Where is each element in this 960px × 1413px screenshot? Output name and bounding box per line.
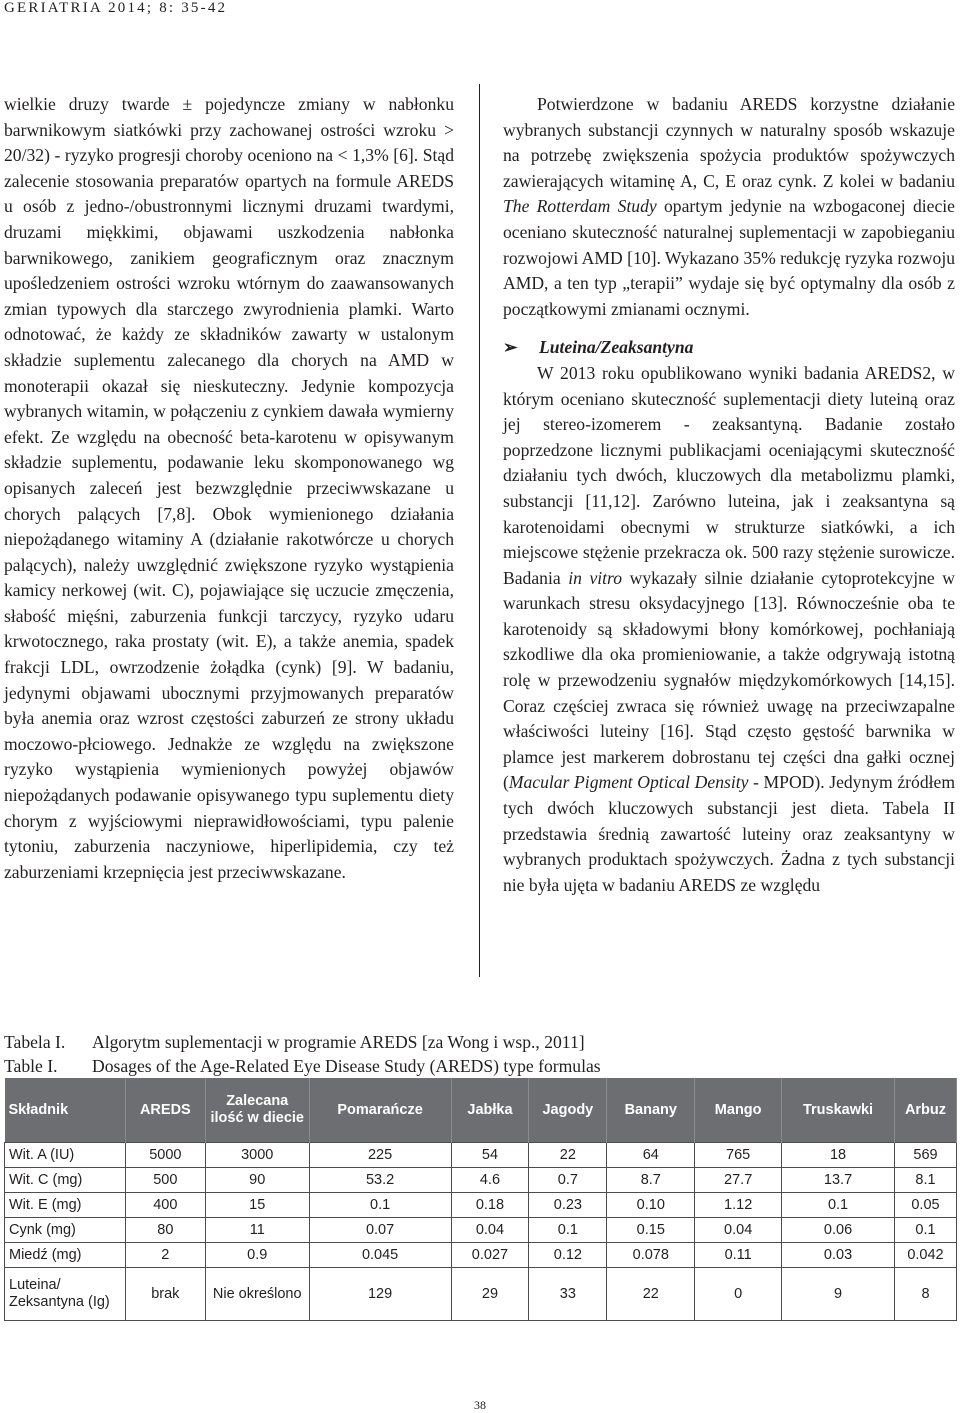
table-cell: 129 <box>309 1268 451 1321</box>
table-cell: 0.7 <box>529 1168 607 1193</box>
table-row <box>5 1268 957 1321</box>
table-cell: 27.7 <box>695 1168 782 1193</box>
table-cell: 0.04 <box>451 1218 529 1243</box>
table-cell: 225 <box>309 1143 451 1168</box>
table-cell: 33 <box>529 1268 607 1321</box>
table-cell: 0.027 <box>451 1243 529 1268</box>
table-cell: 3000 <box>205 1143 309 1168</box>
table-cell: 0.18 <box>451 1193 529 1218</box>
table-cell: 0.23 <box>529 1193 607 1218</box>
table-cell: 0.9 <box>205 1243 309 1268</box>
table-cell: 64 <box>607 1143 695 1168</box>
column-header: Jabłka <box>451 1078 529 1143</box>
table-cell: 0.06 <box>782 1218 895 1243</box>
table-cell: 8.1 <box>894 1168 956 1193</box>
study-name: The Rotterdam Study <box>503 196 657 217</box>
column-header: Jagody <box>529 1078 607 1143</box>
text-run: - MPOD). Jedynym źródłem tych dwóch kluczowych substancji jest dieta. Tabela II przedstawia średnią zawartość luteiny oraz zeaksantyny w wybranych produktach spożywczych. Żadna z tych substancji nie była ujęta w badaniu AREDS ze względu <box>503 772 955 895</box>
table-cell: 0 <box>695 1268 782 1321</box>
table-cell: 400 <box>125 1193 205 1218</box>
table-cell: 0.04 <box>695 1218 782 1243</box>
section-heading <box>503 335 955 361</box>
table-cell: 11 <box>205 1218 309 1243</box>
table-row <box>5 1218 957 1243</box>
table-cell: 500 <box>125 1168 205 1193</box>
table-cell: 80 <box>125 1218 205 1243</box>
table-cell: 4.6 <box>451 1168 529 1193</box>
table-cell: 0.042 <box>894 1243 956 1268</box>
caption-text: Algorytm suplementacji w programie AREDS [za Wong i wsp., 2011] <box>92 1032 585 1052</box>
column-header: Pomarańcze <box>309 1078 451 1143</box>
table-cell: 0.1 <box>894 1218 956 1243</box>
table-row <box>5 1143 957 1168</box>
column-divider <box>479 84 480 977</box>
table-cell: 8 <box>894 1268 956 1321</box>
arrow-bullet-icon: ➢ <box>503 337 518 358</box>
caption-label: Table I. <box>4 1056 58 1076</box>
table-cell: 765 <box>695 1143 782 1168</box>
table-cell: 0.1 <box>529 1218 607 1243</box>
right-paragraph-1 <box>503 92 955 322</box>
running-header: GERIATRIA 2014; 8: 35-42 <box>4 0 228 16</box>
table-cell: 0.03 <box>782 1243 895 1268</box>
table-cell: 0.15 <box>607 1218 695 1243</box>
table-cell: 5000 <box>125 1143 205 1168</box>
table-cell: 0.07 <box>309 1218 451 1243</box>
data-table <box>4 1078 957 1321</box>
table-cell: Miedź (mg) <box>5 1243 126 1268</box>
column-header: Banany <box>607 1078 695 1143</box>
table-cell: 13.7 <box>782 1168 895 1193</box>
table-row <box>5 1193 957 1218</box>
table-cell: Wit. A (IU) <box>5 1143 126 1168</box>
table-cell: 9 <box>782 1268 895 1321</box>
table-cell: Wit. C (mg) <box>5 1168 126 1193</box>
text-run: opartym jedynie na wzbogaconej diecie oceniano skuteczność naturalnej suplementacji w zapobieganiu rozwojowi AMD [10]. Wykazano 35% redukcję ryzyka rozwoju AMD, a ten typ „terapii” wydaje się być optymalny dla osób z początkowymi zmianami ocznymi. <box>503 196 956 319</box>
right-paragraph-2 <box>503 361 955 898</box>
right-column <box>503 92 955 898</box>
table-cell: 0.1 <box>782 1193 895 1218</box>
table-cell: 22 <box>529 1143 607 1168</box>
column-header: Mango <box>695 1078 782 1143</box>
table-row <box>5 1243 957 1268</box>
left-paragraph: wielkie druzy twarde ± pojedyncze zmiany w nabłonku barwnikowym siatkówki przy zachowanej ostrości wzroku > 20/32) - ryzyko progresji choroby oceniono na < 1,3% [6]. Stąd zalecenie stosowania preparatów opartych na formule AREDS u osób z jedno-/obustronnymi licznymi druzami twardymi, druzami miękkimi, objawami uszkodzenia nabłonka barwnikowego, zanikiem geograficznym oraz znacznym upośledzeniem ostrości wzroku wtórnym do zaawansowanych zmian typowych dla starczego zwyrodnienia plamki. Warto odnotować, że każdy ze składników zawarty w ustalonym składzie suplementu zalecanego dla chorych na AMD w monoterapii okazał się nieskuteczny. Jedynie kompozycja wybranych witamin, w połączeniu z cynkiem dawała wymierny efekt. Ze względu na obecność beta-karotenu w opisywanym składzie suplementu, podawanie leku skomponowanego wg opisanych zaleceń jest bezwzględnie przeciwwskazane u chorych palących [7,8]. Obok wymienionego działania niepożądanego witaminy A (działanie rakotwórcze u chorych palących), należy uwzględnić zwiększone ryzyko wystąpienia kamicy nerkowej (wit. C), pojawiające się uczucie zmęczenia, słabość mięśni, zaburzenia funkcji tarczycy, ryzyko udaru krwotocznego, raka prostaty (wit. E), a także anemia, spadek frakcji LDL, owrzodzenie żołądka (cynk) [9]. W badaniu, jedynymi objawami ubocznymi przyjmowanych preparatów była anemia oraz wzrost częstości zaburzeń ze strony układu moczowo-płciowego. Jednakże ze względu na zwiększone ryzyko wystąpienia wymienionych powyżej objawów niepożądanych podawanie opisywanego typu suplementu diety chorym z wyjściowymi nieprawidłowościami, typu palenie tytoniu, zaburzenia naczyniowe, hiperlipidemia, czy też zaburzeniami krzepnięcia jest przeciwwskazane. <box>4 94 454 882</box>
column-header: Składnik <box>5 1078 126 1143</box>
table-cell: 15 <box>205 1193 309 1218</box>
table-cell: 90 <box>205 1168 309 1193</box>
column-header: AREDS <box>125 1078 205 1143</box>
table-cell: Luteina/ Zeksantyna (Ig) <box>5 1268 126 1321</box>
column-header: Zalecana ilość w diecie <box>205 1078 309 1143</box>
table-cell: 29 <box>451 1268 529 1321</box>
table-cell: 0.045 <box>309 1243 451 1268</box>
table-cell: brak <box>125 1268 205 1321</box>
text-run: Potwierdzone w badaniu AREDS korzystne działanie wybranych substancji czynnych w naturalny sposób wskazuje na potrzebę zwiększenia spożycia produktów spożywczych zawierających witaminę A, C, E oraz cynk. Z kolei w badaniu <box>503 94 955 191</box>
table-cell: 0.05 <box>894 1193 956 1218</box>
table-caption <box>4 1030 601 1078</box>
table-cell: 569 <box>894 1143 956 1168</box>
table-cell: 18 <box>782 1143 895 1168</box>
caption-english <box>4 1054 601 1078</box>
column-header: Arbuz <box>894 1078 956 1143</box>
table-row <box>5 1168 957 1193</box>
page-number: 38 <box>474 1398 486 1412</box>
caption-polish <box>4 1030 601 1054</box>
table-cell: 2 <box>125 1243 205 1268</box>
left-column <box>4 92 454 885</box>
section-heading-text: Luteina/Zeaksantyna <box>539 337 694 358</box>
table-cell: 1.12 <box>695 1193 782 1218</box>
table-cell: 0.12 <box>529 1243 607 1268</box>
table-cell: Wit. E (mg) <box>5 1193 126 1218</box>
table-cell: 8.7 <box>607 1168 695 1193</box>
caption-label: Tabela I. <box>4 1032 66 1052</box>
table-cell: 0.11 <box>695 1243 782 1268</box>
table-cell: Nie określono <box>205 1268 309 1321</box>
table-cell: 54 <box>451 1143 529 1168</box>
table-cell: Cynk (mg) <box>5 1218 126 1243</box>
column-header: Truskawki <box>782 1078 895 1143</box>
text-run: wykazały silnie działanie cytoprotekcyjne w warunkach stresu oksydacyjnego [13]. Równocześnie oba te karotenoidy są składowymi błony komórkowej, pochłaniają szkodliwe dla oka promieniowanie, a także odgrywają istotną rolę w przewodzeniu sygnałów międzykomórkowych [14,15]. Coraz częściej zwraca się również uwagę na przeciwzapalne właściwości luteiny [16]. Stąd często gęstość barwnika w plamce jest markerem dobrostanu tej części dna gałki ocznej ( <box>503 567 955 793</box>
table-header-row <box>5 1078 957 1143</box>
table-cell: 0.078 <box>607 1243 695 1268</box>
table-cell: 53.2 <box>309 1168 451 1193</box>
caption-text: Dosages of the Age-Related Eye Disease Study (AREDS) type formulas <box>92 1056 601 1076</box>
table-cell: 0.1 <box>309 1193 451 1218</box>
italic-term: Macular Pigment Optical Density <box>508 772 749 793</box>
italic-term: in vitro <box>568 567 623 588</box>
text-run: W 2013 roku opublikowano wyniki badania AREDS2, w którym oceniano skuteczność suplementacji diety luteiną oraz jej stereo-izomerem - zeaksantyną. Badanie zostało poprzedzone licznymi publikacjami oceniającymi skuteczność działaniu tych dwóch, kluczowych dla metabolizmu plamki, substancji [11,12]. Zarówno luteina, jak i zeaksantyna są karotenoidami obecnymi w strukturze siatkówki, a ich miejscowe stężenie przekracza ok. 500 razy stężenie surowicze. Badania <box>503 362 955 588</box>
table-cell: 22 <box>607 1268 695 1321</box>
table-cell: 0.10 <box>607 1193 695 1218</box>
